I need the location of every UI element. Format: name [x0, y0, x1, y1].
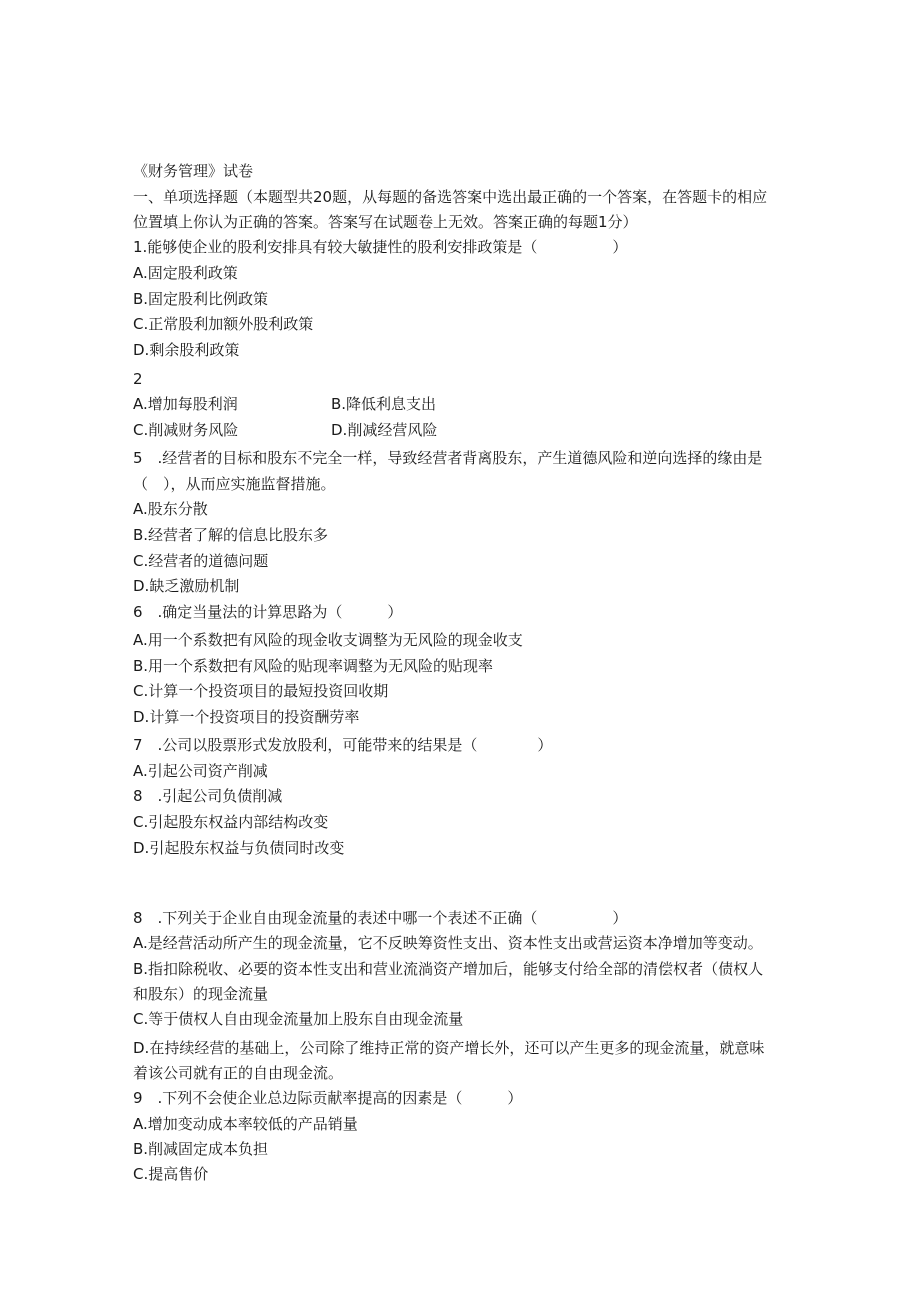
section-heading-line1: 一、单项选择题（本题型共20题，从每题的备选答案中选出最正确的一个答案，在答题卡的相应 [133, 188, 768, 206]
q7-option-c: C.引起股东权益内部结构改变 [133, 813, 329, 831]
q5-option-c: C.经营者的道德问题 [133, 552, 269, 570]
q5-option-b: B.经营者了解的信息比股东多 [133, 526, 329, 544]
q1-option-c: C.正常股利加额外股利政策 [133, 315, 314, 333]
q8-option-d-line2: 着该公司就有正的自由现金流。 [133, 1064, 344, 1082]
q1-stem: 1.能够使企业的股利安排具有较大敏捷性的股利安排政策是（ ） [133, 238, 628, 256]
q9-option-b: B.削减固定成本负担 [133, 1140, 269, 1158]
q9-option-a: A.增加变动成本率较低的产品销量 [133, 1115, 358, 1133]
q6-option-d: D.计算一个投资项目的投资酬劳率 [133, 708, 360, 726]
q9-stem: 9 .下列不会使企业总边际贡献率提高的因素是（ ） [133, 1089, 523, 1107]
q8-option-a: A.是经营活动所产生的现金流量，它不反映筹资性支出、资本性支出或营运资本净增加等变动。 [133, 934, 763, 952]
q2-option-d: D.削减经营风险 [331, 421, 438, 439]
q1-option-a: A.固定股利政策 [133, 264, 238, 282]
q2-option-b: B.降低利息支出 [331, 395, 437, 413]
q6-option-a: A.用一个系数把有风险的现金收支调整为无风险的现金收支 [133, 631, 523, 649]
q1-option-b: B.固定股利比例政策 [133, 290, 269, 308]
q2-option-c: C.削减财务风险 [133, 421, 239, 439]
q8-option-b-line2: 和股东）的现金流量 [133, 985, 269, 1003]
q7-option-d: D.引起股东权益与负债同时改变 [133, 839, 345, 857]
q1-option-d: D.剩余股利政策 [133, 341, 240, 359]
q5-stem-line1: 5 .经营者的目标和股东不完全一样，导致经营者背离股东，产生道德风险和逆向选择的缘由是 [133, 449, 763, 467]
q6-option-b: B.用一个系数把有风险的贴现率调整为无风险的贴现率 [133, 657, 494, 675]
section-heading-line2: 位置填上你认为正确的答案。答案写在试题卷上无效。答案正确的每题1分） [133, 213, 638, 231]
q6-stem: 6 .确定当量法的计算思路为（ ） [133, 603, 403, 621]
q6-option-c: C.计算一个投资项目的最短投资回收期 [133, 682, 389, 700]
q8-option-b-line1: B.指扣除税收、必要的资本性支出和营业流淌资产增加后，能够支付给全部的清偿权者（债权人 [133, 960, 764, 978]
q9-option-c: C.提高售价 [133, 1165, 209, 1183]
q7-option-b: 8 .引起公司负债削减 [133, 787, 283, 805]
exam-title: 《财务管理》试卷 [133, 162, 254, 180]
q5-option-d: D.缺乏激励机制 [133, 577, 240, 595]
q2-option-a: A.增加每股利润 [133, 395, 238, 413]
q7-stem: 7 .公司以股票形式发放股利，可能带来的结果是（ ） [133, 736, 553, 754]
q8-option-c: C.等于债权人自由现金流量加上股东自由现金流量 [133, 1010, 464, 1028]
q8-option-d-line1: D.在持续经营的基础上，公司除了维持正常的资产增长外，还可以产生更多的现金流量，就意味 [133, 1039, 765, 1057]
q2-stem: 2 [133, 370, 143, 388]
q5-stem-line2: （ ），从而应实施监督措施。 [133, 475, 336, 493]
q8-stem: 8 .下列关于企业自由现金流量的表述中哪一个表述不正确（ ） [133, 909, 628, 927]
q7-option-a: A.引起公司资产削减 [133, 762, 268, 780]
q5-option-a: A.股东分散 [133, 500, 208, 518]
